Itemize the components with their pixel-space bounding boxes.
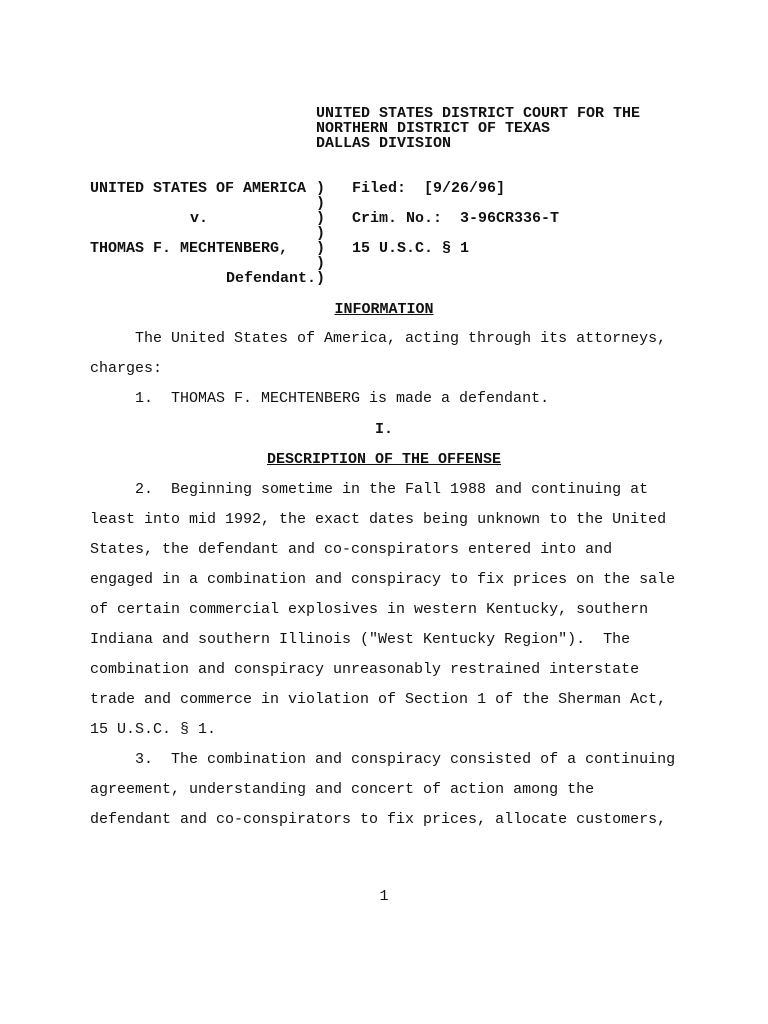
caption-paren: ) xyxy=(316,210,326,227)
page-number: 1 xyxy=(379,888,389,905)
paragraph-line: 15 U.S.C. § 1. xyxy=(90,721,217,738)
caption-paren: ) xyxy=(316,255,326,272)
caption-versus: v. xyxy=(190,210,209,227)
paragraph-line: agreement, understanding and concert of action among the xyxy=(90,781,595,798)
paragraph-line: of certain commercial explosives in western Kentucky, southern xyxy=(90,601,649,618)
criminal-number: Crim. No.: 3-96CR336-T xyxy=(352,210,560,227)
paragraph-line: trade and commerce in violation of Section 1 of the Sherman Act, xyxy=(90,691,667,708)
paragraph-line: least into mid 1992, the exact dates being unknown to the United xyxy=(90,511,667,528)
court-name-line1: UNITED STATES DISTRICT COURT FOR THE xyxy=(316,105,641,122)
statute-citation: 15 U.S.C. § 1 xyxy=(352,240,470,257)
section-number: I. xyxy=(374,421,393,438)
paragraph-line: defendant and co-conspirators to fix prices, allocate customers, xyxy=(90,811,667,828)
paragraph-line: charges: xyxy=(90,360,163,377)
caption-plaintiff: UNITED STATES OF AMERICA xyxy=(90,180,307,197)
caption-paren: ) xyxy=(316,270,326,287)
court-name-line2: NORTHERN DISTRICT OF TEXAS xyxy=(316,120,551,137)
paragraph-line: The United States of America, acting through its attorneys, xyxy=(135,330,667,347)
document-heading: INFORMATION xyxy=(334,301,434,318)
paragraph-line: 2. Beginning sometime in the Fall 1988 and continuing at xyxy=(135,481,649,498)
section-title: DESCRIPTION OF THE OFFENSE xyxy=(266,451,502,468)
caption-paren: ) xyxy=(316,195,326,212)
paragraph-line: States, the defendant and co-conspirators entered into and xyxy=(90,541,613,558)
filed-date: Filed: [9/26/96] xyxy=(352,180,506,197)
caption-paren: ) xyxy=(316,180,326,197)
caption-paren: ) xyxy=(316,225,326,242)
caption-paren: ) xyxy=(316,240,326,257)
paragraph-line: engaged in a combination and conspiracy to fix prices on the sale xyxy=(90,571,676,588)
paragraph-line: 3. The combination and conspiracy consisted of a continuing xyxy=(135,751,676,768)
paragraph-line: combination and conspiracy unreasonably restrained interstate xyxy=(90,661,640,678)
caption-defendant-name: THOMAS F. MECHTENBERG, xyxy=(90,240,289,257)
court-division: DALLAS DIVISION xyxy=(316,135,452,152)
caption-defendant-role: Defendant. xyxy=(226,270,317,287)
paragraph-line: Indiana and southern Illinois ("West Kentucky Region"). The xyxy=(90,631,631,648)
paragraph-line: 1. THOMAS F. MECHTENBERG is made a defendant. xyxy=(135,390,550,407)
